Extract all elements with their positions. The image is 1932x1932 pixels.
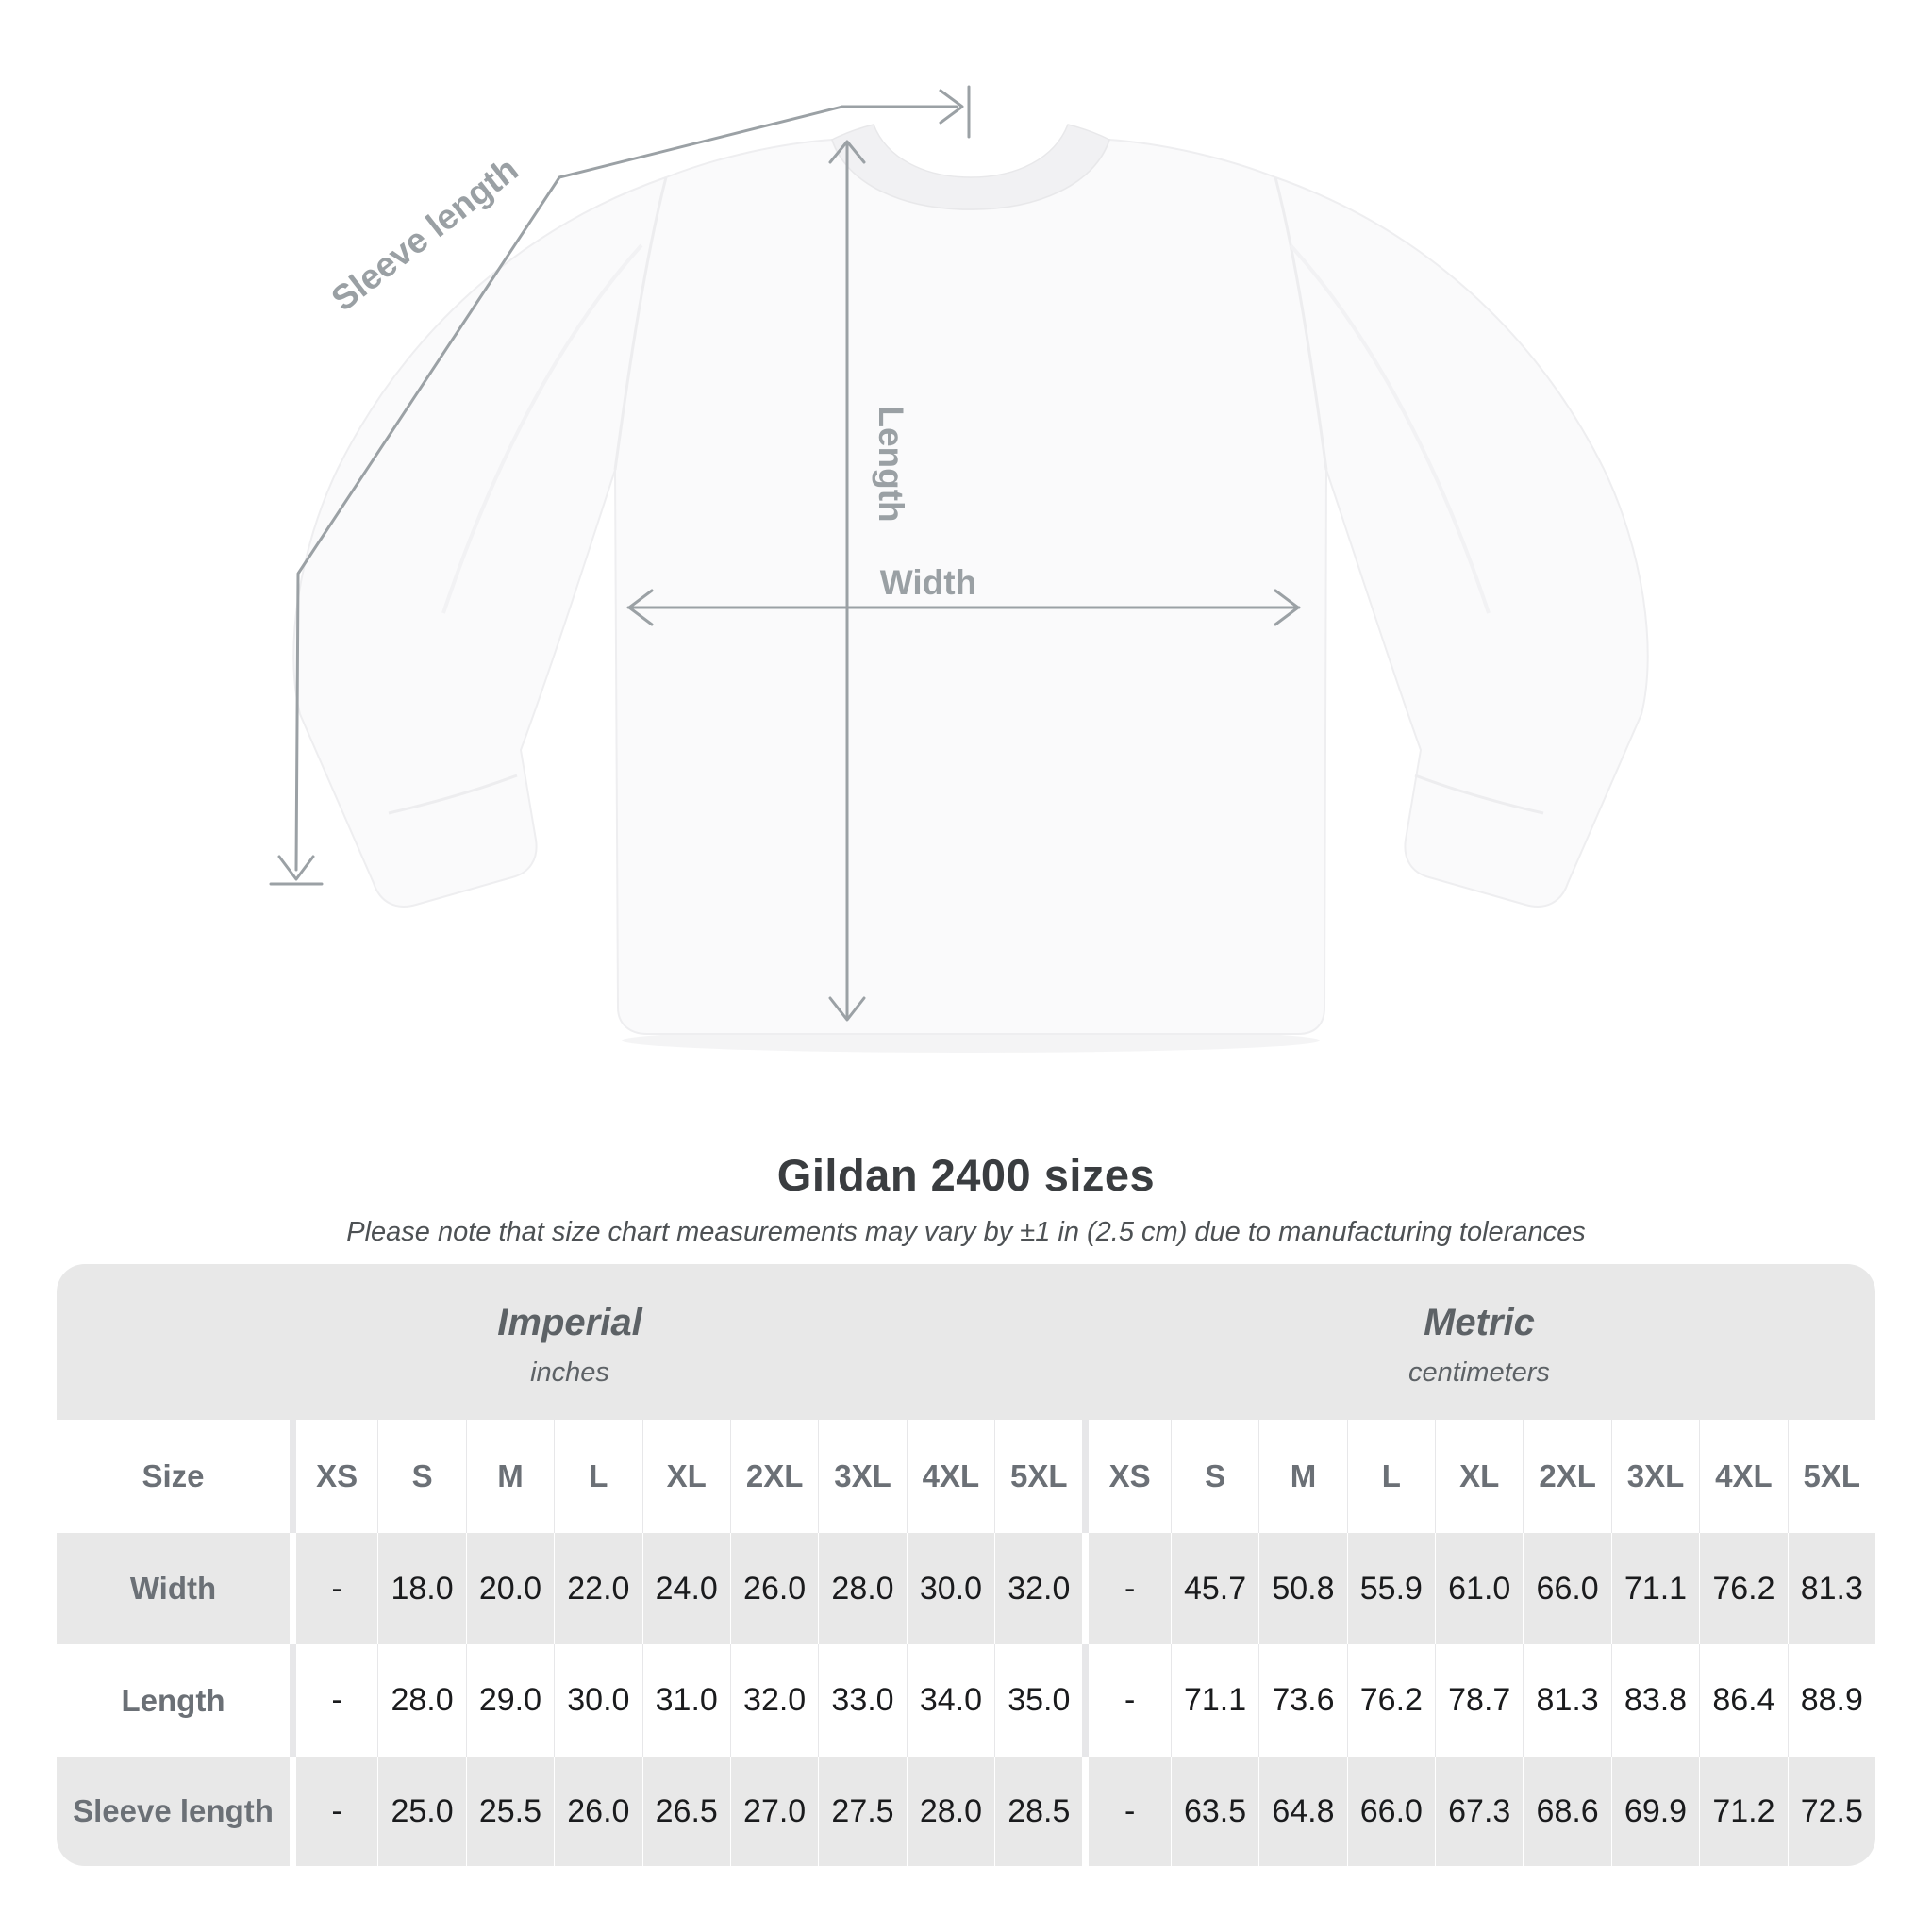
- size-header-imperial-s: S: [377, 1420, 465, 1533]
- value-cell: 81.3: [1788, 1533, 1875, 1644]
- size-header-metric-m: M: [1258, 1420, 1346, 1533]
- size-header-imperial-l: L: [554, 1420, 641, 1533]
- value-cell: 26.0: [730, 1533, 818, 1644]
- value-cell: 27.5: [818, 1757, 906, 1866]
- value-cell: 61.0: [1435, 1533, 1523, 1644]
- value-cell: 63.5: [1171, 1757, 1258, 1866]
- page-title: Gildan 2400 sizes: [776, 1150, 1156, 1200]
- value-cell: -: [1082, 1533, 1170, 1644]
- value-cell: -: [290, 1644, 377, 1757]
- value-cell: 71.1: [1171, 1644, 1258, 1757]
- value-cell: -: [290, 1757, 377, 1866]
- page-subtitle: Please note that size chart measurements may vary by ±1 in (2.5 cm) due to manufacturing tolerances: [346, 1217, 1586, 1247]
- size-header-imperial-3xl: 3XL: [818, 1420, 906, 1533]
- size-header-imperial-xl: XL: [642, 1420, 730, 1533]
- value-cell: 88.9: [1788, 1644, 1875, 1757]
- unit-group-imperial: [57, 1264, 1083, 1420]
- value-cell: 26.0: [554, 1757, 641, 1866]
- size-header-metric-4xl: 4XL: [1699, 1420, 1787, 1533]
- value-cell: 64.8: [1258, 1757, 1346, 1866]
- value-cell: 67.3: [1435, 1757, 1523, 1866]
- value-cell: 28.0: [377, 1644, 465, 1757]
- value-cell: 33.0: [818, 1644, 906, 1757]
- value-cell: 73.6: [1258, 1644, 1346, 1757]
- metric-title: Metric: [1424, 1301, 1535, 1343]
- value-cell: 24.0: [642, 1533, 730, 1644]
- value-cell: 32.0: [994, 1533, 1082, 1644]
- size-header-metric-s: S: [1171, 1420, 1258, 1533]
- value-cell: 68.6: [1523, 1757, 1610, 1866]
- size-header-metric-xs: XS: [1082, 1420, 1170, 1533]
- value-cell: 71.1: [1611, 1533, 1699, 1644]
- value-cell: 18.0: [377, 1533, 465, 1644]
- size-header-imperial-xs: XS: [290, 1420, 377, 1533]
- value-cell: 83.8: [1611, 1644, 1699, 1757]
- row-label-sleeve-length: Sleeve length: [57, 1757, 290, 1866]
- value-cell: 34.0: [907, 1644, 994, 1757]
- size-header-metric-2xl: 2XL: [1523, 1420, 1610, 1533]
- value-cell: 31.0: [642, 1644, 730, 1757]
- value-cell: 28.5: [994, 1757, 1082, 1866]
- value-cell: 71.2: [1699, 1757, 1787, 1866]
- metric-subtitle: centimeters: [1408, 1357, 1550, 1388]
- unit-band: [57, 1264, 1875, 1420]
- value-cell: 76.2: [1347, 1644, 1435, 1757]
- imperial-subtitle: inches: [530, 1357, 609, 1388]
- value-cell: 69.9: [1611, 1757, 1699, 1866]
- length-label: Length: [872, 406, 910, 523]
- value-cell: 20.0: [466, 1533, 554, 1644]
- size-grid: [57, 1420, 1875, 1866]
- value-cell: 25.5: [466, 1757, 554, 1866]
- value-cell: 78.7: [1435, 1644, 1523, 1757]
- width-label: Width: [879, 563, 977, 602]
- value-cell: 76.2: [1699, 1533, 1787, 1644]
- value-cell: 26.5: [642, 1757, 730, 1866]
- value-cell: 28.0: [907, 1757, 994, 1866]
- value-cell: 45.7: [1171, 1533, 1258, 1644]
- value-cell: 30.0: [907, 1533, 994, 1644]
- unit-group-metric: [1083, 1264, 1875, 1420]
- value-cell: 72.5: [1788, 1757, 1875, 1866]
- value-cell: -: [290, 1533, 377, 1644]
- value-cell: 55.9: [1347, 1533, 1435, 1644]
- size-header-imperial-4xl: 4XL: [907, 1420, 994, 1533]
- size-column-header: Size: [57, 1420, 290, 1533]
- value-cell: 35.0: [994, 1644, 1082, 1757]
- size-header-metric-l: L: [1347, 1420, 1435, 1533]
- value-cell: 25.0: [377, 1757, 465, 1866]
- size-header-imperial-2xl: 2XL: [730, 1420, 818, 1533]
- value-cell: 27.0: [730, 1757, 818, 1866]
- value-cell: 29.0: [466, 1644, 554, 1757]
- value-cell: -: [1082, 1644, 1170, 1757]
- value-cell: 86.4: [1699, 1644, 1787, 1757]
- value-cell: 81.3: [1523, 1644, 1610, 1757]
- sleeve-length-label: Sleeve length: [324, 149, 525, 319]
- size-header-metric-xl: XL: [1435, 1420, 1523, 1533]
- value-cell: 30.0: [554, 1644, 641, 1757]
- size-header-imperial-m: M: [466, 1420, 554, 1533]
- imperial-title: Imperial: [497, 1301, 642, 1343]
- value-cell: 32.0: [730, 1644, 818, 1757]
- value-cell: 66.0: [1523, 1533, 1610, 1644]
- value-cell: 28.0: [818, 1533, 906, 1644]
- size-header-metric-3xl: 3XL: [1611, 1420, 1699, 1533]
- size-header-metric-5xl: 5XL: [1788, 1420, 1875, 1533]
- value-cell: 22.0: [554, 1533, 641, 1644]
- row-label-length: Length: [57, 1644, 290, 1757]
- value-cell: -: [1082, 1757, 1170, 1866]
- row-label-width: Width: [57, 1533, 290, 1644]
- size-table: [57, 1264, 1875, 1866]
- value-cell: 66.0: [1347, 1757, 1435, 1866]
- size-header-imperial-5xl: 5XL: [994, 1420, 1082, 1533]
- value-cell: 50.8: [1258, 1533, 1346, 1644]
